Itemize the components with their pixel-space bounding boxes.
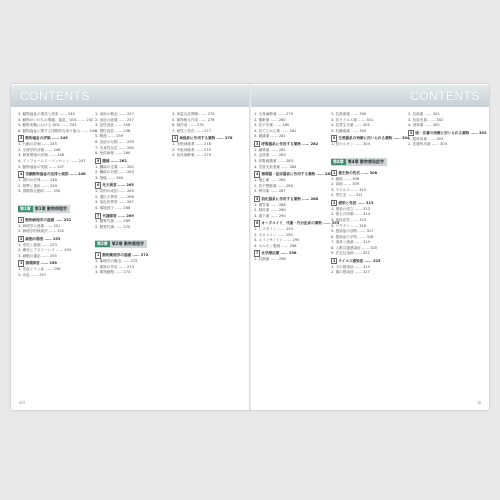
chapter-title: 第2章 動物薬理学 (111, 241, 144, 247)
section-number-box: 3 (20, 136, 23, 141)
section-title: 循環器・泌尿器系に作用する薬物 …… 285 (261, 172, 333, 177)
section-heading[interactable] (95, 158, 171, 165)
section-number-box: 4 (256, 172, 259, 177)
toc-column (18, 112, 97, 278)
section-heading[interactable] (331, 200, 407, 207)
chapter-heading (18, 205, 70, 213)
section-heading[interactable] (254, 171, 333, 178)
section-title: 代謝障害 …… 269 (102, 213, 134, 218)
toc-entry[interactable]: 2. 脂質代謝 …… 270 (95, 224, 131, 229)
section-heading[interactable] (18, 217, 94, 224)
toc-entry[interactable]: 6. 炎症の分類 …… 259 (95, 139, 134, 144)
toc-entry[interactable]: 1. ヒスタミン …… 293 (254, 227, 293, 232)
section-number-box: 3 (20, 261, 23, 266)
header-band (251, 85, 489, 107)
section-number-box: 6 (97, 183, 100, 188)
toc-entry[interactable]: 2. 生理学的評価 …… 246 (18, 147, 61, 152)
section-title: 微生物の性状 …… 308 (338, 170, 378, 175)
toc-entry[interactable]: 7. 耐性と依存 …… 277 (172, 128, 211, 133)
toc-entry[interactable]: 4. 動物のいのちの尊厳，福祉，QOL …… 242 (18, 117, 94, 122)
contents-heading: CONTENTS (20, 89, 90, 103)
toc-entry[interactable]: 2. 壊死とアポトーシス …… 254 (18, 248, 72, 253)
toc-entry[interactable]: 3. 発癌 …… 264 (95, 175, 124, 180)
section-title: 動物福祉の評価 …… 245 (25, 136, 68, 141)
section-title: オータコイド，代謝・内分泌系の薬物 …… 293 (261, 221, 340, 226)
toc-entry[interactable]: 8. 免疫病理 …… 260 (95, 151, 131, 156)
section-title: 実験動物福祉の法律と規則 …… 248 (25, 172, 86, 177)
section-heading[interactable] (331, 170, 407, 177)
toc-entry[interactable]: 4. 寄生虫 …… 311 (331, 193, 363, 198)
section-number-box: 9 (410, 130, 413, 135)
toc-column (331, 112, 410, 276)
toc-entry[interactable]: 3. 国際的な動向 …… 250 (18, 189, 61, 194)
toc-entry[interactable]: 4. ホルモン製剤 …… 296 (254, 243, 297, 248)
toc-entry[interactable]: 7. 消毒と滅菌 …… 319 (331, 240, 370, 245)
section-title: 先天異常 …… 265 (102, 183, 134, 188)
toc-entry[interactable]: 4. インフォームド・コンセント …… 247 (18, 158, 86, 163)
toc-entry[interactable]: 3. 免疫応答 …… 315 (331, 217, 367, 222)
toc-entry[interactable]: 3. 瀉下薬 …… 290 (254, 213, 286, 218)
toc-entry[interactable]: 2. 催眠薬 …… 280 (254, 117, 286, 122)
toc-entry[interactable]: 1. 行動の評価 …… 245 (18, 142, 57, 147)
section-heading[interactable] (408, 130, 487, 137)
section-number-box: 7 (97, 213, 100, 218)
section-title: 眼・皮膚の治療に用いられる薬物 …… 303 (415, 130, 487, 135)
toc-entry[interactable]: 1. 鎮咳薬 …… 282 (254, 147, 286, 152)
toc-entry[interactable]: 3. 抗不安薬 …… 280 (254, 123, 290, 128)
toc-entry[interactable]: 1. 健胃薬 …… 288 (254, 202, 286, 207)
toc-entry[interactable]: 1. 全身麻酔薬 …… 279 (254, 112, 293, 116)
section-heading[interactable] (254, 141, 330, 148)
toc-entry[interactable]: 2. 去痰薬 …… 283 (254, 153, 286, 158)
toc-entry[interactable]: 2. 宿主の防御 …… 314 (331, 212, 370, 217)
section-number-box: 6 (256, 221, 259, 226)
right-page (251, 84, 489, 410)
toc-entry[interactable]: 2. 抗真菌薬 …… 300 (331, 112, 367, 116)
toc-entry[interactable]: 5. 感染症の診断 …… 317 (331, 229, 374, 234)
section-number-box: 1 (97, 253, 100, 258)
toc-entry[interactable]: 3. 染色体異常 …… 267 (95, 200, 134, 205)
toc-entry[interactable]: 3. 局所麻酔薬 …… 279 (172, 153, 211, 158)
section-number-box: 5 (256, 196, 259, 201)
toc-entry[interactable]: 1. 細菌 …… 308 (331, 176, 360, 181)
section-title: 神経系に作用する薬物 …… 278 (179, 136, 233, 141)
toc-entry[interactable]: 2. 真菌 …… 309 (331, 182, 360, 187)
section-title: 動物薬理学の基礎 …… 272 (102, 253, 149, 258)
toc-entry[interactable]: 1. 奇形の成因 …… 265 (95, 189, 134, 194)
toc-entry[interactable]: 1. 眼科用薬 …… 303 (408, 136, 444, 141)
section-title: 循環障害 …… 256 (25, 261, 57, 266)
toc-entry[interactable]: 2. 腫瘍の分類 …… 263 (95, 170, 134, 175)
toc-entry[interactable]: 3. 抗原虫薬 …… 302 (408, 117, 444, 122)
toc-entry[interactable]: 6. 感染症の予防 …… 318 (331, 234, 374, 239)
toc-entry[interactable]: 3. 動物福祉の現状と将来 …… 240 (18, 112, 75, 116)
chapter-tag: 第4章 (333, 158, 344, 164)
toc-entry[interactable]: 5. 修復 …… 259 (95, 134, 124, 139)
toc-entry[interactable]: 5. 鎮痛薬 …… 281 (254, 134, 286, 139)
toc-entry[interactable]: 4. 抗てんかん薬 …… 281 (254, 128, 297, 133)
toc-entry[interactable]: 1. 炎症の概念 …… 257 (95, 112, 134, 116)
toc-entry[interactable]: 2. 薬物の作用 …… 273 (95, 264, 134, 269)
toc-entry[interactable]: 2. 抗菌薬 …… 301 (408, 112, 440, 116)
section-number-box: 3 (256, 141, 259, 146)
header-band (11, 85, 249, 107)
section-title: 化学療法薬 …… 298 (261, 251, 297, 256)
toc-entry[interactable]: 2. 出血 …… 257 (18, 272, 47, 277)
toc-entry[interactable]: 5. 薬物相互作用 …… 276 (172, 117, 215, 122)
section-title: 腫瘍 …… 262 (102, 158, 127, 163)
toc-entry[interactable]: 4. 気管支拡張薬 …… 284 (254, 164, 297, 169)
toc-entry[interactable]: 3. 急性炎症 …… 258 (95, 123, 131, 128)
toc-entry[interactable]: 1. 病理学の意義 …… 251 (18, 223, 61, 228)
toc-entry[interactable]: 4. 慢性炎症 …… 258 (95, 128, 131, 133)
section-heading[interactable] (18, 171, 94, 178)
chapter-heading (331, 158, 387, 166)
toc-entry[interactable]: 1. 性ホルモン …… 304 (331, 142, 370, 147)
section-number-box: 7 (256, 251, 259, 256)
toc-entry[interactable]: 9. 法定伝染病 …… 322 (331, 251, 370, 256)
section-heading[interactable] (18, 236, 94, 243)
section-title: ウイルス感染症 …… 325 (338, 259, 381, 264)
page-number: viii (19, 400, 25, 405)
section-number-box: 2 (333, 200, 336, 205)
toc-entry[interactable]: 1. 強心薬 …… 285 (254, 177, 286, 182)
toc-entry[interactable]: 4. 環境因子 …… 268 (95, 205, 131, 210)
toc-entry[interactable]: 2. 炎症の経過 …… 257 (95, 117, 134, 122)
toc-entry[interactable]: 4. 消毒薬 …… 302 (408, 123, 440, 128)
toc-entry[interactable]: 1. 末梢神経系 …… 278 (172, 142, 211, 147)
toc-entry[interactable]: 3. エイコサノイド …… 295 (254, 238, 300, 243)
toc-entry[interactable]: 1. 感染の成立 …… 313 (331, 206, 370, 211)
section-heading[interactable] (254, 196, 330, 203)
toc-entry[interactable]: 3. 細胞の適応 …… 255 (18, 253, 57, 258)
toc-entry[interactable]: 1. 犬の感染症 …… 325 (331, 264, 370, 269)
chapter-title: 第1章 動物病理学 (34, 205, 67, 211)
toc-entry[interactable]: 3. 呼吸刺激薬 …… 283 (254, 158, 293, 163)
contents-heading: CONTENTS (410, 89, 480, 103)
toc-entry[interactable]: 3. ウイルス …… 310 (331, 187, 367, 192)
section-number-box: 4 (20, 172, 23, 177)
toc-entry[interactable]: 5. 抗腫瘍薬 …… 303 (331, 128, 367, 133)
toc-entry[interactable]: 3. 利尿薬 …… 287 (254, 189, 286, 194)
toc-entry[interactable]: 3. 抗ウイルス薬 …… 301 (331, 117, 374, 122)
toc-entry[interactable]: 6. 動物福祉に関する国際的な取り組み …… 244 (18, 128, 97, 133)
toc-entry[interactable]: 2. 基準と指針 …… 249 (18, 183, 57, 188)
toc-entry[interactable]: 8. 人獣共通感染症 …… 320 (331, 245, 378, 250)
toc-entry[interactable]: 1. 薬理学の概念 …… 272 (95, 259, 138, 264)
toc-entry[interactable]: 2. 中枢神経系 …… 279 (172, 147, 211, 152)
toc-entry[interactable]: 2. 猫の感染症 …… 327 (331, 270, 370, 275)
section-number-box: 3 (333, 259, 336, 264)
chapter-tag: 第2章 (97, 241, 108, 247)
section-title: 消化器系に作用する薬物 …… 288 (261, 196, 319, 201)
toc-entry[interactable]: 1. 変性と萎縮 …… 253 (18, 242, 57, 247)
section-title: 感染と免疫 …… 313 (338, 200, 374, 205)
toc-entry[interactable]: 3. 飼育環境の評価 …… 246 (18, 153, 65, 158)
section-heading[interactable] (331, 258, 407, 265)
section-title: 動物病理学の基礎 …… 251 (25, 217, 72, 222)
toc-entry[interactable]: 1. 糖質代謝 …… 269 (95, 219, 131, 224)
page-number: ix (477, 400, 481, 405)
toc-entry[interactable]: 1. 国内の法律 …… 248 (18, 177, 57, 182)
section-number-box: 8 (333, 136, 336, 141)
toc-column (95, 112, 171, 276)
toc-entry[interactable]: 5. 動物実験における QOL …… 243 (18, 123, 77, 128)
toc-entry[interactable]: 4. 用量反応関係 …… 275 (172, 112, 215, 116)
toc-entry[interactable]: 2. 病理学的検索法 …… 252 (18, 229, 65, 234)
section-number-box: 2 (20, 236, 23, 241)
toc-entry[interactable]: 2. 皮膚科用薬 …… 304 (408, 142, 447, 147)
book-spread (11, 84, 489, 410)
chapter-title: 第4章 動物感染症学 (347, 158, 384, 164)
toc-entry[interactable]: 2. 制吐薬 …… 289 (254, 208, 286, 213)
toc-entry[interactable]: 2. 遺伝子異常 …… 266 (95, 194, 134, 199)
section-number-box: 1 (20, 217, 23, 222)
chapter-heading (95, 240, 147, 248)
toc-entry[interactable]: 6. 副作用 …… 276 (172, 123, 204, 128)
toc-entry[interactable]: 4. 抗寄生虫薬 …… 302 (331, 123, 370, 128)
section-number-box: 5 (97, 158, 100, 163)
toc-entry[interactable]: 5. 動物福祉の実践 …… 247 (18, 164, 65, 169)
toc-entry[interactable]: 7. 全身性反応 …… 260 (95, 145, 134, 150)
toc-entry[interactable]: 1. 腫瘍の定義 …… 262 (95, 164, 134, 169)
toc-entry[interactable]: 2. セロトニン …… 294 (254, 232, 293, 237)
toc-entry[interactable]: 4. ワクチン …… 316 (331, 223, 367, 228)
toc-entry[interactable]: 2. 抗不整脈薬 …… 286 (254, 183, 293, 188)
section-title: 生殖器系の治療に用いられる薬物 …… 304 (338, 136, 410, 141)
toc-column (172, 112, 248, 159)
toc-entry[interactable]: 1. 抗菌薬 …… 298 (254, 257, 286, 262)
section-number-box: 2 (174, 136, 177, 141)
section-title: 細胞の傷害 …… 253 (25, 236, 61, 241)
toc-entry[interactable]: 3. 薬物動態 …… 274 (95, 270, 131, 275)
left-page (11, 84, 249, 410)
chapter-tag: 第1章 (20, 205, 31, 211)
toc-entry[interactable]: 1. 充血とうっ血 …… 256 (18, 267, 61, 272)
section-title: 呼吸器系に作用する薬物 …… 282 (261, 141, 319, 146)
toc-column (408, 112, 487, 148)
section-number-box: 1 (333, 170, 336, 175)
